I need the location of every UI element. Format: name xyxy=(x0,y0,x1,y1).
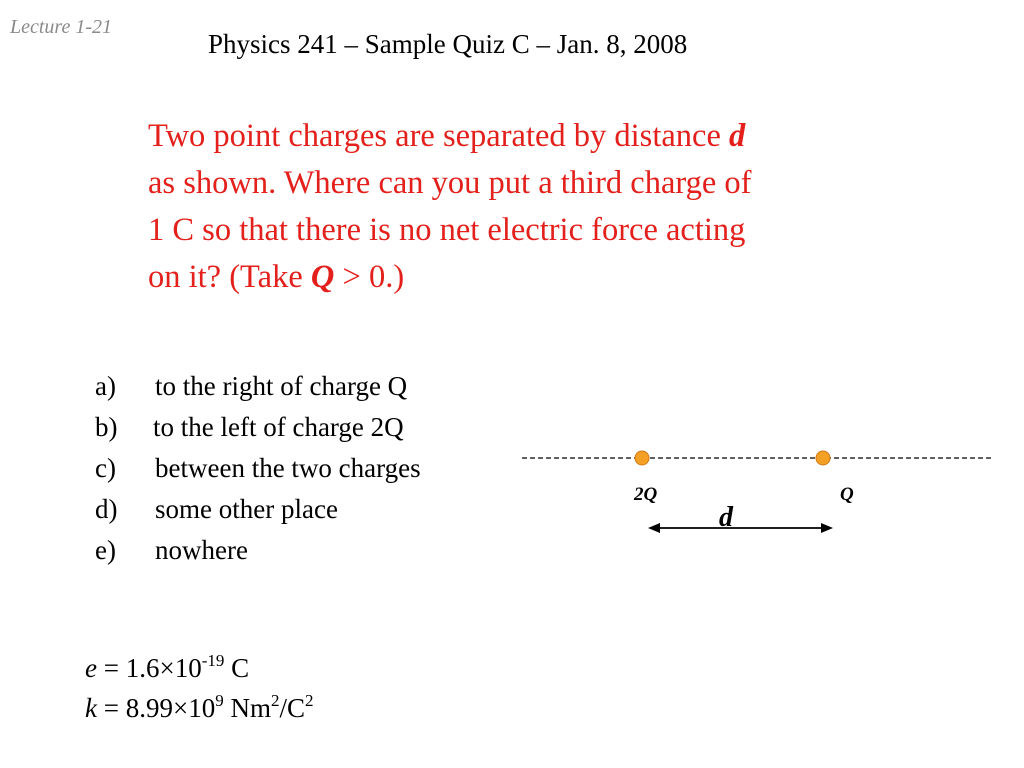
question-line-1 xyxy=(148,113,928,160)
charge-diagram xyxy=(515,440,995,540)
question-line-3: 1 C so that there is no net electric force acting xyxy=(148,212,746,248)
k-unit-exponent-1: 2 xyxy=(270,691,280,710)
page-title: Physics 241 – Sample Quiz C – Jan. 8, 2008 xyxy=(208,29,688,59)
charge-q-dot xyxy=(816,451,830,465)
distance-variable: d xyxy=(729,118,746,154)
choice-letter: b) xyxy=(95,412,118,442)
choice-text: between the two charges xyxy=(155,453,421,483)
e-unit: C xyxy=(224,653,250,683)
choice-letter: c) xyxy=(95,453,116,483)
e-symbol: e xyxy=(85,653,97,683)
question-line-4 xyxy=(148,254,928,301)
question-line-1-text: Two point charges are separated by distance xyxy=(148,118,730,154)
constant-k xyxy=(85,688,313,728)
choice-text: some other place xyxy=(155,494,338,524)
k-value: = 8.99×10 xyxy=(96,693,216,723)
distance-label: d xyxy=(719,502,733,533)
constants-block xyxy=(85,648,313,728)
choice-text: to the left of charge 2Q xyxy=(153,412,404,442)
choice-text: nowhere xyxy=(155,535,248,565)
k-exponent: 9 xyxy=(215,691,224,710)
constant-e xyxy=(85,648,313,688)
arrow-head-left-icon xyxy=(648,523,660,533)
k-symbol: k xyxy=(85,693,97,723)
lecture-tag: Lecture 1-21 xyxy=(10,16,113,38)
charge-diagram-svg xyxy=(515,440,995,540)
question-line-2: as shown. Where can you put a third charge of xyxy=(148,165,752,201)
question-line-4-post: > 0.) xyxy=(334,259,405,295)
charge-q-label: Q xyxy=(840,484,854,505)
charge-2q-label: 2Q xyxy=(634,484,658,505)
arrow-head-right-icon xyxy=(821,523,833,533)
charge-2q-dot xyxy=(635,451,649,465)
choice-letter: d) xyxy=(95,494,118,524)
choice-letter: a) xyxy=(95,371,116,401)
charge-variable: Q xyxy=(310,259,335,295)
choice-text: to the right of charge Q xyxy=(155,371,408,401)
k-unit: Nm xyxy=(223,693,271,723)
k-unit-denominator: /C xyxy=(279,693,305,723)
e-value: = 1.6×10 xyxy=(96,653,202,683)
question-line-4-pre: on it? (Take xyxy=(148,259,311,295)
question-text xyxy=(148,113,928,301)
k-unit-exponent-2: 2 xyxy=(304,691,314,710)
choice-letter: e) xyxy=(95,535,116,565)
e-exponent: -19 xyxy=(201,651,225,670)
